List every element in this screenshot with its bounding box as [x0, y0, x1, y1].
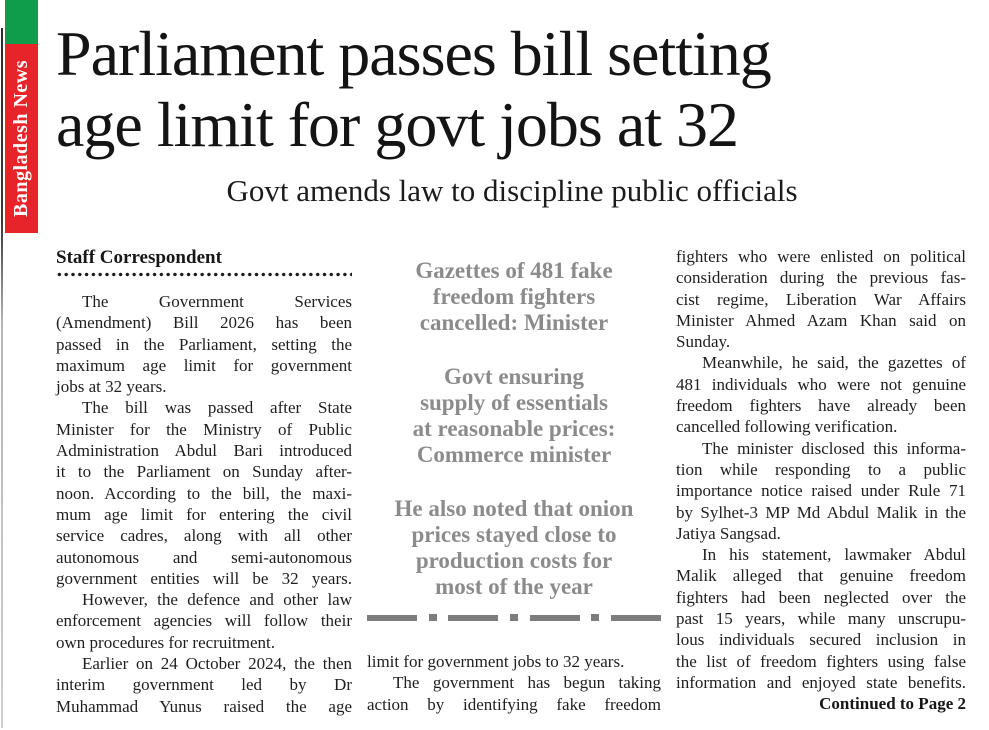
body-line: Meanwhile, he said, the gazettes of: [702, 353, 966, 373]
body-line: The Government Services: [82, 292, 352, 311]
body-line: maximum age limit for government: [56, 355, 352, 375]
body-line: Sunday.: [676, 332, 731, 352]
pull-quote: [367, 258, 661, 336]
section-banner-label: Bangladesh News: [10, 60, 32, 217]
pull-quote-line: cancelled: Minister: [419, 310, 609, 335]
body-line: limit for government jobs to 32 years.: [367, 652, 625, 671]
banner-green-block: [5, 0, 38, 44]
pull-quote-line: supply of essentials: [420, 390, 608, 415]
body-line: autonomous and semi-autonomous: [56, 547, 352, 567]
pull-quote-line: prices stayed close to: [411, 522, 617, 547]
pull-quote-line: He also noted that onion: [394, 496, 634, 521]
body-line: Jatiya Sangsad.: [676, 523, 781, 543]
body-line: own procedures for recruitment.: [56, 632, 276, 652]
page-edge-line: [1, 28, 3, 728]
dashed-divider: [367, 614, 661, 621]
headline: [56, 0, 968, 160]
body-line: lous individuals secured inclusion in: [676, 630, 966, 650]
byline-dotted-rule: [56, 272, 352, 277]
body-line: cancelled following verification.: [676, 417, 898, 437]
body-line: the list of freedom fighters using false: [676, 651, 966, 671]
body-line: The minister disclosed this informa-: [702, 438, 966, 458]
body-line: by Sylhet-3 MP Md Abdul Malik in the: [676, 502, 966, 522]
body-line: past 15 years, while many unscrupu-: [676, 609, 966, 629]
article-columns: [56, 246, 968, 717]
body-line: consideration during the previous fas-: [676, 268, 966, 288]
body-line: information and enjoyed state benefits.: [676, 672, 966, 692]
body-line: importance notice raised under Rule 71: [676, 481, 966, 501]
pull-quote: [367, 364, 661, 468]
column-left-body: [56, 291, 352, 717]
pull-quotes: [367, 258, 661, 600]
body-line: In his statement, lawmaker Abdul: [702, 545, 966, 565]
body-line: Minister for the Ministry of Public: [56, 419, 352, 439]
column-middle-body: [367, 651, 661, 715]
pull-quote-line: Govt ensuring: [444, 364, 584, 389]
body-line: cist regime, Liberation War Affairs: [676, 289, 966, 309]
body-line: fighters who were enlisted on political: [676, 247, 966, 266]
pull-quote-line: at reasonable prices:: [412, 416, 616, 441]
headline-line-1: Parliament passes bill setting: [56, 18, 771, 89]
body-line: enforcement agencies will follow their: [56, 611, 352, 631]
body-line: Muhammad Yunus raised the age: [56, 696, 352, 716]
body-line: The bill was passed after State: [82, 398, 352, 418]
continued-to-page-note: Continued to Page 2: [819, 694, 966, 714]
body-line: Malik alleged that genuine freedom: [676, 566, 966, 586]
body-line: 481 individuals who were not genuine: [676, 374, 966, 394]
article-content: [56, 0, 968, 717]
pull-quote-line: Gazettes of 481 fake: [415, 258, 613, 283]
section-banner: [5, 0, 38, 233]
pull-quote-line: freedom fighters: [432, 284, 596, 309]
body-line: freedom fighters have already been: [676, 396, 966, 416]
body-line: mum age limit for entering the civil: [56, 504, 352, 524]
banner-red-block: [5, 44, 38, 233]
body-line: service cadres, along with all other: [56, 526, 352, 546]
body-line: Administration Abdul Bari introduced: [56, 441, 352, 461]
body-line: The government has begun taking: [393, 673, 661, 693]
dash: [530, 615, 580, 621]
body-line: Earlier on 24 October 2024, the then: [82, 654, 352, 674]
body-line: noon. According to the bill, the maxi-: [56, 483, 352, 503]
body-line: fighters had been neglected over the: [676, 587, 966, 607]
headline-line-2: age limit for govt jobs at 32: [56, 89, 738, 160]
body-line: action by identifying fake freedom: [367, 694, 661, 714]
dash: [448, 615, 498, 621]
pull-quote: [367, 496, 661, 600]
body-line: passed in the Parliament, setting the: [56, 334, 352, 354]
dash: [367, 615, 417, 621]
pull-quote-line: Commerce minister: [416, 442, 612, 467]
dash: [611, 615, 661, 621]
column-right: [676, 246, 966, 717]
dash-dot: [429, 614, 437, 621]
body-line: jobs at 32 years.: [56, 377, 167, 397]
subheadline: Govt amends law to discipline public officials: [226, 173, 798, 208]
body-line: it to the Parliament on Sunday after-: [56, 462, 352, 482]
body-line: tion while responding to a public: [676, 459, 966, 479]
column-middle: [367, 246, 661, 717]
byline: Staff Correspondent: [56, 247, 222, 268]
body-line: Minister Ahmed Azam Khan said on: [676, 310, 966, 330]
column-right-body: [676, 246, 966, 693]
pull-quote-line: production costs for: [415, 548, 613, 573]
dash-dot: [591, 614, 599, 621]
pull-quote-line: most of the year: [435, 574, 593, 599]
dash-dot: [510, 614, 518, 621]
body-line: (Amendment) Bill 2026 has been: [56, 313, 352, 333]
body-line: government entities will be 32 years.: [56, 568, 352, 588]
column-left: [56, 246, 352, 717]
body-line: However, the defence and other law: [82, 590, 352, 610]
body-line: interim government led by Dr: [56, 675, 352, 695]
